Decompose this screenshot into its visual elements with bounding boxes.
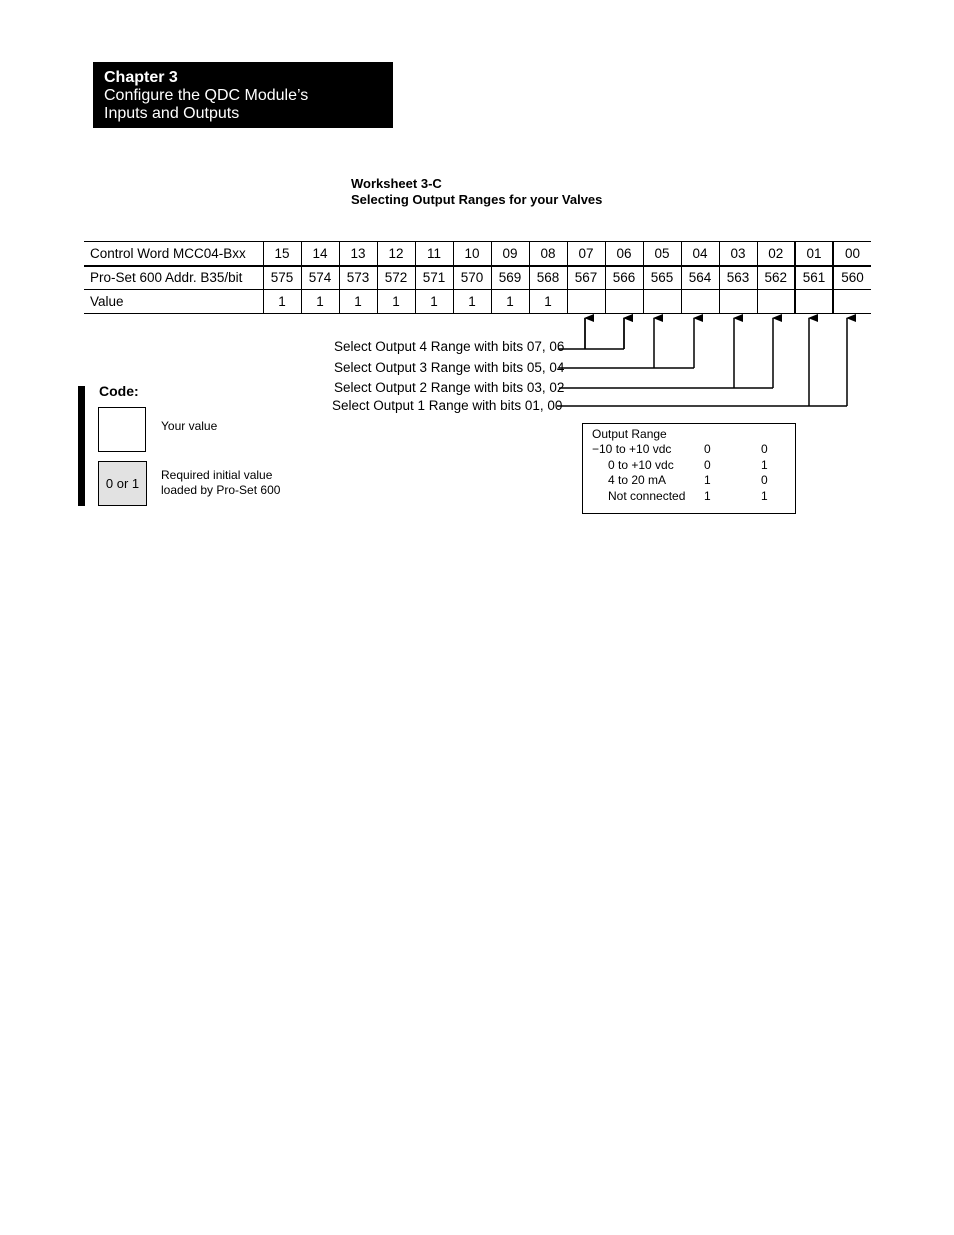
output-range-header: Output Range xyxy=(592,427,667,441)
table-cell: 571 xyxy=(415,266,453,290)
row-label: Pro-Set 600 Addr. B35/bit xyxy=(84,266,263,290)
table-cell: 566 xyxy=(605,266,643,290)
list-item xyxy=(583,458,795,473)
selector-output2: Select Output 2 Range with bits 03, 02 xyxy=(334,380,565,395)
list-item xyxy=(583,473,795,488)
table-cell: 561 xyxy=(795,266,833,290)
chapter-number: Chapter 3 xyxy=(104,69,178,86)
code-label: Code: xyxy=(99,383,139,399)
table-cell: 15 xyxy=(263,242,301,266)
table-cell: 572 xyxy=(377,266,415,290)
worksheet-title: Selecting Output Ranges for your Valves xyxy=(351,192,603,207)
list-item xyxy=(583,442,795,457)
table-cell: 01 xyxy=(795,242,833,266)
value-cell: 1 xyxy=(377,290,415,314)
range-label: 0 to +10 vdc xyxy=(608,458,674,472)
range-bit-b: 0 xyxy=(761,473,768,487)
table-cell: 02 xyxy=(757,242,795,266)
table-cell: 565 xyxy=(643,266,681,290)
range-bit-b: 1 xyxy=(761,458,768,472)
table-cell: 564 xyxy=(681,266,719,290)
table-cell: 570 xyxy=(453,266,491,290)
table-cell: 08 xyxy=(529,242,567,266)
output-range-legend xyxy=(582,423,796,514)
range-label: −10 to +10 vdc xyxy=(592,442,672,456)
selector-output1: Select Output 1 Range with bits 01, 00 xyxy=(332,398,563,413)
table-cell: 10 xyxy=(453,242,491,266)
table-cell: 560 xyxy=(833,266,871,290)
table-cell: 12 xyxy=(377,242,415,266)
table-cell: 14 xyxy=(301,242,339,266)
selector-output4: Select Output 4 Range with bits 07, 06 xyxy=(334,339,565,354)
your-value-swatch xyxy=(98,407,146,452)
range-bit-b: 0 xyxy=(761,442,768,456)
worksheet-label: Worksheet 3-C xyxy=(351,176,442,191)
value-cell: 1 xyxy=(491,290,529,314)
required-value-legend xyxy=(161,468,280,498)
range-label: 4 to 20 mA xyxy=(608,473,667,487)
required-value-sample: 0 or 1 xyxy=(105,476,140,491)
table-cell: 04 xyxy=(681,242,719,266)
table-cell: 13 xyxy=(339,242,377,266)
value-cell: 1 xyxy=(453,290,491,314)
table-cell: 562 xyxy=(757,266,795,290)
required-value-line1: Required initial value xyxy=(161,468,273,482)
table-cell: 03 xyxy=(719,242,757,266)
connector-output4 xyxy=(559,318,624,349)
table-cell: 05 xyxy=(643,242,681,266)
list-item xyxy=(583,489,795,504)
table-cell: 568 xyxy=(529,266,567,290)
range-bit-a: 1 xyxy=(704,489,711,503)
table-cell: 567 xyxy=(567,266,605,290)
code-legend-bar xyxy=(78,386,85,506)
selector-output3: Select Output 3 Range with bits 05, 04 xyxy=(334,360,565,375)
row-label: Control Word MCC04-Bxx xyxy=(84,242,263,266)
chapter-title-line2: Inputs and Outputs xyxy=(104,105,240,122)
table-cell: 569 xyxy=(491,266,529,290)
range-label: Not connected xyxy=(608,489,686,503)
chapter-title-line1: Configure the QDC Module’s xyxy=(104,87,309,104)
value-cell: 1 xyxy=(339,290,377,314)
required-value-swatch xyxy=(98,461,147,506)
table-cell: 563 xyxy=(719,266,757,290)
table-cell: 574 xyxy=(301,266,339,290)
value-cell: 1 xyxy=(263,290,301,314)
range-bit-a: 1 xyxy=(704,473,711,487)
table-cell: 11 xyxy=(415,242,453,266)
required-value-line2: loaded by Pro-Set 600 xyxy=(161,483,281,497)
range-bit-b: 1 xyxy=(761,489,768,503)
table-cell: 09 xyxy=(491,242,529,266)
output-range-header-row xyxy=(583,427,795,442)
value-cell: 1 xyxy=(415,290,453,314)
your-value-legend: Your value xyxy=(161,419,218,433)
table-cell: 06 xyxy=(605,242,643,266)
table-cell: 07 xyxy=(567,242,605,266)
table-cell: 573 xyxy=(339,266,377,290)
table-cell: 575 xyxy=(263,266,301,290)
value-cell: 1 xyxy=(301,290,339,314)
range-bit-a: 0 xyxy=(704,458,711,472)
value-cell: 1 xyxy=(529,290,567,314)
row-label: Value xyxy=(84,290,263,314)
range-bit-a: 0 xyxy=(704,442,711,456)
table-cell: 00 xyxy=(833,242,871,266)
